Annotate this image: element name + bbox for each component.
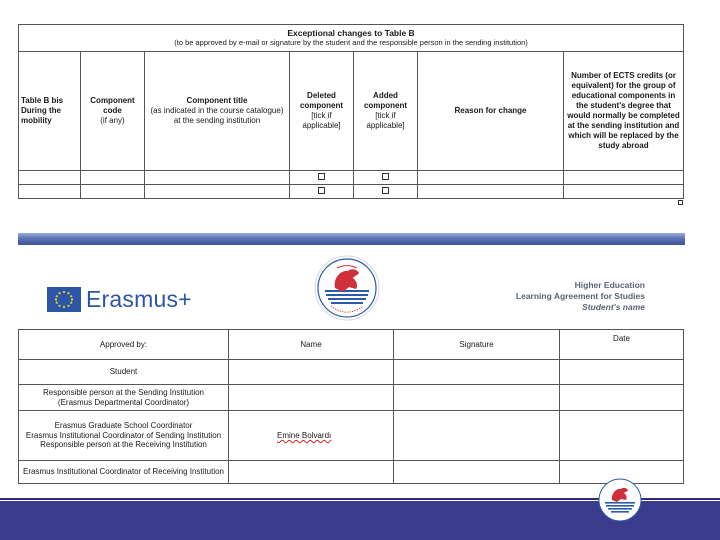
cell[interactable] (19, 171, 81, 185)
cell[interactable] (229, 461, 394, 484)
header-added-note: [tick if applicable] (366, 111, 405, 130)
header-added-component (354, 52, 418, 171)
cell[interactable] (394, 385, 560, 411)
table-row (19, 360, 684, 385)
header-component-code-note: (if any) (100, 116, 125, 125)
approval-table (18, 329, 684, 484)
cell[interactable] (418, 185, 564, 199)
header-added-label: Added component (363, 91, 408, 110)
header-component-code (81, 52, 145, 171)
footer-seal-icon (598, 478, 642, 522)
checkbox-icon[interactable] (318, 187, 325, 194)
table-row (19, 461, 684, 484)
cell[interactable] (560, 360, 684, 385)
cell[interactable] (229, 385, 394, 411)
table-row (19, 171, 684, 185)
checkbox-icon[interactable] (318, 173, 325, 180)
header-approved-by: Approved by: (19, 330, 229, 360)
exceptional-changes-table (18, 24, 684, 199)
eu-flag-icon (47, 287, 81, 312)
table-title-cell (19, 25, 684, 52)
small-square-icon (678, 200, 683, 205)
cell (354, 171, 418, 185)
cell[interactable] (418, 171, 564, 185)
header-date: Date (560, 330, 684, 360)
header-right-line3: Student's name (582, 302, 645, 312)
header-deleted-label: Deleted component (299, 91, 344, 110)
cell (354, 185, 418, 199)
cell[interactable] (145, 171, 290, 185)
header-table-b-bis: Table B bis During the mobility (19, 52, 81, 171)
row-responsible-receiving: Responsible person at the Receiving Institution (40, 440, 207, 450)
row-grad-school: Erasmus Graduate School Coordinator (54, 421, 193, 431)
header-deleted-note: [tick if applicable] (302, 111, 341, 130)
header-component-code-label: Component code (90, 96, 135, 115)
row-responsible-sending-line1: Responsible person at the Sending Institution (43, 388, 204, 397)
row-institutional-sending: Erasmus Institutional Coordinator of Sending Institution (25, 430, 222, 440)
cell[interactable] (229, 360, 394, 385)
table-row (19, 185, 684, 199)
cell (290, 171, 354, 185)
header-component-title (145, 52, 290, 171)
header-right-line1: Higher Education (574, 280, 645, 290)
name-cell[interactable] (229, 411, 394, 461)
cell[interactable] (145, 185, 290, 199)
row-responsible-sending-line2: (Erasmus Departmental Coordinator) (57, 397, 190, 407)
header-right-line2: Learning Agreement for Studies (515, 291, 645, 301)
row-institutional-receiving: Erasmus Institutional Coordinator of Receiving Institution (19, 461, 229, 484)
row-responsible-sending (19, 385, 229, 411)
table-row (19, 411, 684, 461)
table-row (19, 385, 684, 411)
university-seal-icon (313, 254, 381, 322)
name-value: Emine Bolvardı (277, 430, 332, 440)
cell[interactable] (394, 411, 560, 461)
cell (290, 185, 354, 199)
cell[interactable] (564, 185, 684, 199)
header-reason: Reason for change (418, 52, 564, 171)
row-coordinators (19, 411, 229, 461)
header-deleted-component (290, 52, 354, 171)
header-signature: Signature (394, 330, 560, 360)
table-title: Exceptional changes to Table B (287, 28, 415, 38)
header-bar (18, 233, 685, 245)
header-ects: Number of ECTS credits (or equivalent) for the group of educational components in the student's degree that would normally be completed at the sending institution and which will be replaced by the study abroad (564, 52, 684, 171)
erasmus-logo-text: Erasmus+ (86, 286, 192, 312)
cell[interactable] (81, 171, 145, 185)
checkbox-icon[interactable] (382, 173, 389, 180)
row-student: Student (19, 360, 229, 385)
table-subtitle: (to be approved by e-mail or signature by the student and the responsible person in the sending institution) (174, 38, 528, 47)
header-component-title-label: Component title (186, 96, 248, 105)
cell[interactable] (394, 461, 560, 484)
cell[interactable] (564, 171, 684, 185)
cell[interactable] (560, 411, 684, 461)
header-component-title-note: (as indicated in the course catalogue) at the sending institution (150, 106, 284, 125)
cell[interactable] (560, 385, 684, 411)
header-name: Name (229, 330, 394, 360)
cell[interactable] (81, 185, 145, 199)
checkbox-icon[interactable] (382, 187, 389, 194)
cell[interactable] (394, 360, 560, 385)
cell[interactable] (19, 185, 81, 199)
